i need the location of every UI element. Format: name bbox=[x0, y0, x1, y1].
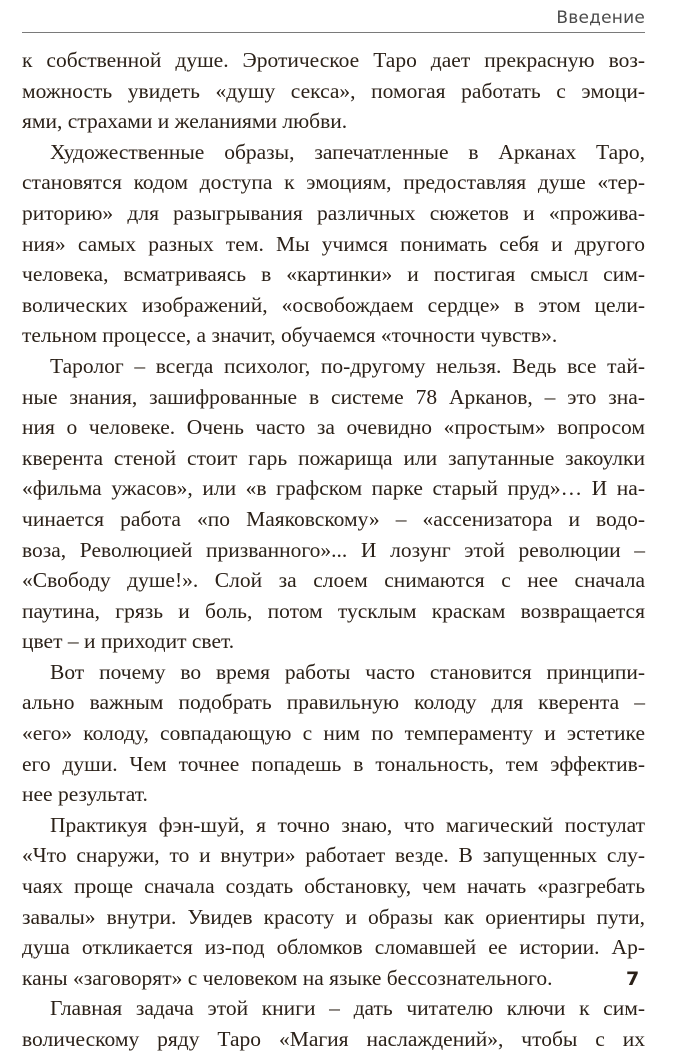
text-line: «фильма ужасов», или «в графском парке старый пруд»… И на- bbox=[22, 476, 645, 501]
text-line: чинается работа «по Маяковскому» – «ассенизатора и водо- bbox=[22, 506, 645, 531]
text-line: нее результат. bbox=[22, 782, 148, 807]
text-line: тельном процессе, а значит, обучаемся «точности чувств». bbox=[22, 323, 558, 348]
text-line: Таролог – всегда психолог, по-другому нельзя. Ведь все тай- bbox=[50, 353, 645, 378]
text-line: человека, всматриваясь в «картинки» и постигая смысл сим- bbox=[22, 262, 645, 287]
text-line: «его» колоду, совпадающую с ним по темпераменту и эстетике bbox=[22, 721, 645, 746]
text-line: Главная задача этой книги – дать читателю ключи к сим- bbox=[50, 996, 645, 1021]
text-line: Художественные образы, запечатленные в Арканах Таро, bbox=[50, 139, 645, 164]
text-line: риторию» для разыгрывания различных сюжетов и «прожива- bbox=[22, 200, 645, 225]
text-line: его души. Чем точнее попадешь в тональность, тем эффектив- bbox=[22, 751, 645, 776]
text-line: ные знания, зашифрованные в системе 78 Арканов, – это зна- bbox=[22, 384, 645, 409]
paragraph bbox=[22, 137, 645, 351]
text-line: «Что снаружи, то и внутри» работает везде. В запущенных слу- bbox=[22, 843, 645, 868]
text-line: становятся кодом доступа к эмоциям, предоставляя душе «тер- bbox=[22, 170, 645, 195]
text-line: ния» самых разных тем. Мы учимся понимать себя и другого bbox=[22, 231, 645, 256]
text-line: чаях проще сначала создать обстановку, чем начать «разгребать bbox=[22, 874, 645, 899]
page-number: 7 bbox=[626, 968, 640, 990]
text-line: ально важным подобрать правильную колоду для кверента – bbox=[22, 690, 645, 715]
text-line: каны «заговорят» с человеком на языке бессознательного. bbox=[22, 965, 553, 990]
text-line: ями, страхами и желаниями любви. bbox=[22, 109, 348, 134]
text-line: Вот почему во время работы часто становится принципи- bbox=[50, 659, 645, 684]
text-line: Практикуя фэн-шуй, я точно знаю, что магический постулат bbox=[50, 812, 645, 837]
paragraph bbox=[22, 810, 645, 994]
text-line: «Свободу душе!». Слой за слоем снимаются с нее сначала bbox=[22, 568, 645, 593]
text-line: воза, Революцией призванного»... И лозунг этой революции – bbox=[22, 537, 645, 562]
text-line: кверента стеной стоит гарь пожарища или запутанные закоулки bbox=[22, 445, 645, 470]
text-line: паутина, грязь и боль, потом тусклым краскам возвращается bbox=[22, 598, 645, 623]
text-line: к собственной душе. Эротическое Таро дает прекрасную воз- bbox=[22, 48, 645, 72]
running-head bbox=[22, 0, 645, 33]
text-line: волическому ряду Таро «Магия наслаждений», чтобы с их bbox=[22, 1027, 645, 1051]
paragraph bbox=[22, 657, 645, 810]
section-title: Введение bbox=[556, 8, 645, 28]
text-line: можность увидеть «душу секса», помогая работать с эмоци- bbox=[22, 78, 645, 103]
paragraph bbox=[22, 351, 645, 657]
text-line: завалы» внутри. Увидев красоту и образы как ориентиры пути, bbox=[22, 904, 645, 929]
paragraph bbox=[22, 993, 645, 1054]
text-line: душа откликается из-под обломков сломавшей ее истории. Ар- bbox=[22, 935, 645, 960]
text-line: ния о человеке. Очень часто за очевидно «простым» вопросом bbox=[22, 415, 645, 440]
paragraph bbox=[22, 45, 645, 137]
text-line: волических изображений, «освобождаем сердце» в этом цели- bbox=[22, 292, 645, 317]
page-body bbox=[22, 45, 645, 1055]
text-line: цвет – и приходит свет. bbox=[22, 629, 235, 654]
